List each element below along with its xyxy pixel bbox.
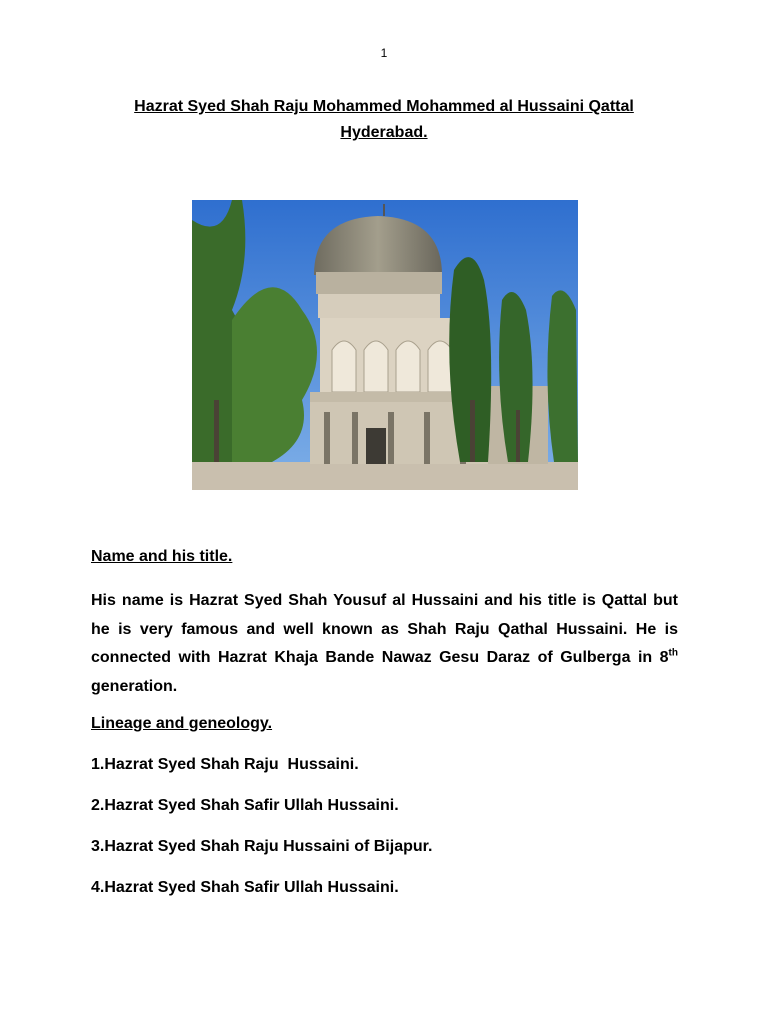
lineage-item: 4.Hazrat Syed Shah Safir Ullah Hussaini. — [91, 879, 399, 896]
tomb-photo — [192, 200, 578, 490]
lineage-item: 1.Hazrat Syed Shah Raju Hussaini. — [91, 756, 359, 773]
section-heading-lineage: Lineage and geneology. — [91, 715, 273, 732]
page-number: 1 — [380, 46, 388, 60]
lineage-item: 3.Hazrat Syed Shah Raju Hussaini of Bijapur. — [91, 838, 433, 855]
ground — [192, 462, 578, 490]
section-heading-name: Name and his title. — [91, 548, 233, 565]
paragraph-text: His name is Hazrat Syed Shah Yousuf al Hussaini and his title is Qattal but he is very famous and well known as Shah Raju Qathal Hussaini. He is connected with Hazrat Khaja Bande Nawaz Gesu Daraz of Gulberga in 8 — [91, 592, 678, 667]
title-line-2: Hyderabad. — [340, 124, 428, 141]
paragraph-text-end: generation. — [91, 677, 178, 695]
drum — [316, 272, 442, 294]
title-line-1: Hazrat Syed Shah Raju Mohammed Mohammed al Hussaini Qattal — [134, 98, 634, 115]
lineage-item: 2.Hazrat Syed Shah Safir Ullah Hussaini. — [91, 797, 399, 814]
ordinal-superscript: th — [668, 647, 678, 659]
name-paragraph — [91, 587, 678, 701]
page-title — [100, 94, 668, 146]
